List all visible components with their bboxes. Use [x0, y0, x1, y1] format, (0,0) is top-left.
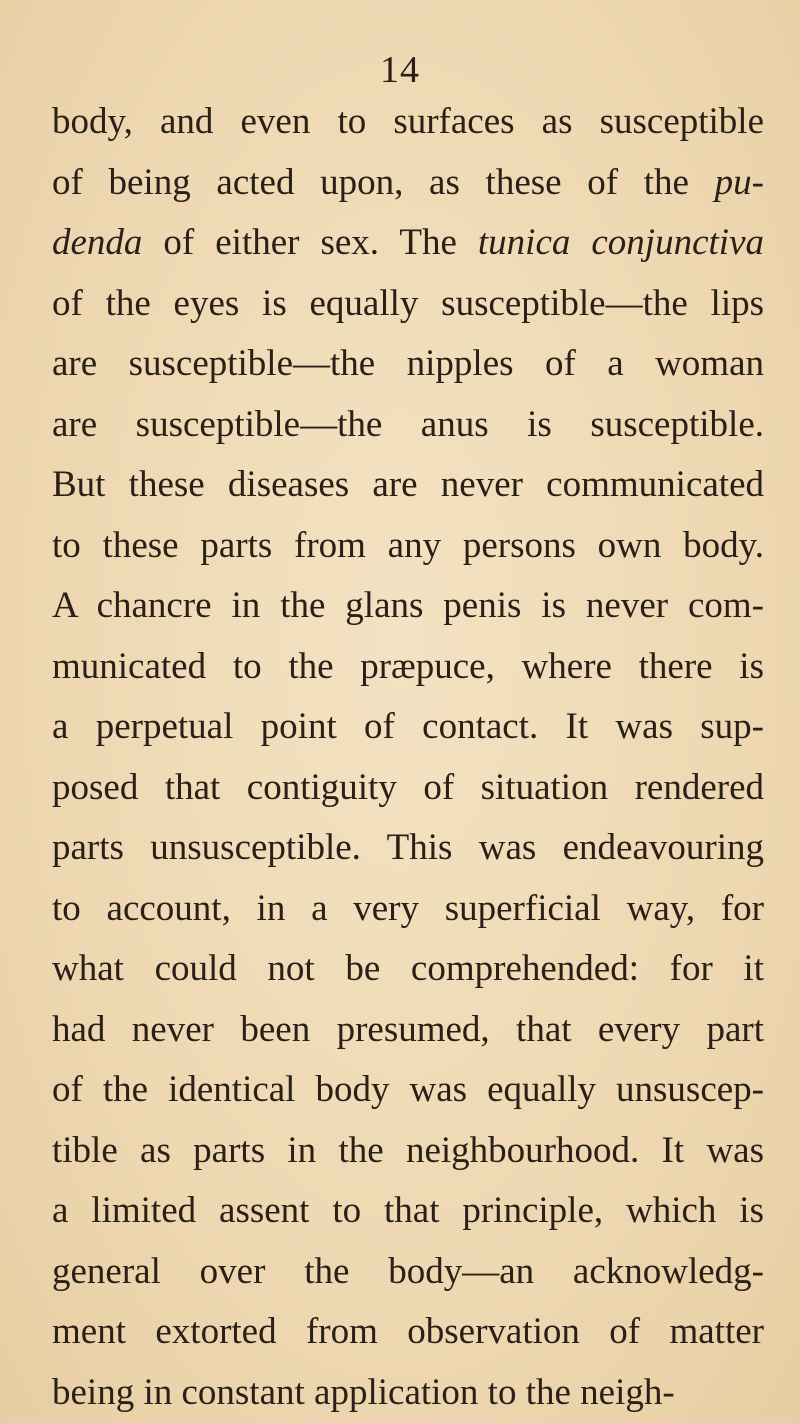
text-segment: what could not be comprehended: for it [52, 948, 764, 989]
text-segment: posed that contiguity of situation rendered [52, 766, 764, 808]
text-segment: of the identical body was equally unsuscep- [52, 1069, 764, 1110]
text-segment: But these diseases are never communicated [52, 464, 764, 505]
text-line [52, 818, 764, 879]
text-segment: ment extorted from observation of matter [52, 1311, 764, 1352]
text-line [52, 879, 764, 940]
text-segment: of being acted upon, as these of the [52, 161, 715, 203]
text-line [52, 1302, 764, 1363]
text-line [52, 1121, 764, 1182]
text-segment: tible as parts in the neighbourhood. It was [52, 1129, 764, 1171]
text-line [52, 1060, 764, 1121]
text-line [52, 92, 764, 153]
text-line [52, 1363, 764, 1423]
text-segment: a perpetual point of contact. It was sup- [52, 706, 764, 747]
text-line [52, 576, 764, 637]
text-line [52, 334, 764, 395]
italic-term: tunica conjunctiva [477, 222, 764, 263]
text-segment: of the eyes is equally susceptible—the lips [52, 282, 764, 324]
text-segment: general over the body—an acknowledg- [52, 1250, 764, 1292]
text-segment: a limited assent to that principle, which is [52, 1190, 764, 1231]
body-text [52, 92, 764, 1423]
text-segment: to account, in a very superficial way, for [52, 887, 764, 929]
text-segment: are susceptible—the anus is susceptible. [52, 403, 764, 445]
italic-term: denda [52, 222, 143, 263]
page-number: 14 [380, 49, 420, 91]
text-line [52, 213, 764, 274]
text-segment: A chancre in the glans penis is never com- [52, 585, 764, 626]
text-line [52, 455, 764, 516]
text-segment: of either sex. The [142, 222, 478, 263]
text-line [52, 395, 764, 456]
text-segment: to these parts from any persons own body. [52, 524, 764, 566]
text-segment: body, and even to surfaces as susceptible [52, 101, 764, 142]
text-line [52, 1181, 764, 1242]
text-line [52, 758, 764, 819]
text-line [52, 516, 764, 577]
text-segment: had never been presumed, that every part [52, 1008, 764, 1050]
text-segment: municated to the præpuce, where there is [52, 645, 764, 687]
text-line [52, 1242, 764, 1303]
text-line [52, 637, 764, 698]
text-line [52, 153, 764, 214]
text-segment: being in constant application to the neigh- [52, 1371, 675, 1413]
text-line [52, 1000, 764, 1061]
italic-term: pu- [714, 161, 764, 203]
text-segment: are susceptible—the nipples of a woman [52, 343, 764, 384]
text-line [52, 697, 764, 758]
text-line [52, 274, 764, 335]
text-segment: parts unsusceptible. This was endeavouring [52, 827, 764, 868]
text-line [52, 939, 764, 1000]
